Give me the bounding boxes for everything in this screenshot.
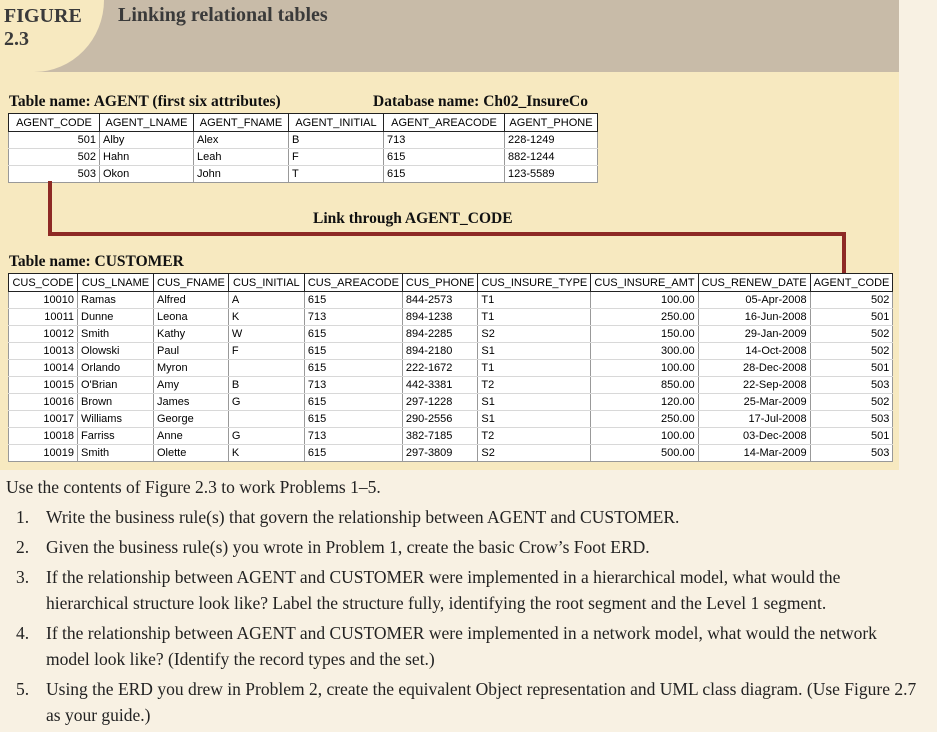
customer-row-cell: 713: [304, 309, 402, 326]
customer-row-cell: 502: [810, 326, 893, 343]
customer-row-cell: B: [228, 377, 304, 394]
customer-row: [9, 360, 893, 377]
customer-table-caption: Table name: CUSTOMER: [9, 253, 184, 270]
agent-row-cell: T: [289, 166, 384, 183]
customer-row-cell: S1: [478, 343, 591, 360]
customer-col-header: CUS_LNAME: [78, 274, 154, 292]
figure-header: [0, 0, 899, 72]
customer-row-cell: S1: [478, 394, 591, 411]
customer-row-cell: T1: [478, 309, 591, 326]
customer-row-cell: 503: [810, 377, 893, 394]
customer-row-cell: 615: [304, 326, 402, 343]
agent-row-cell: 882-1244: [505, 149, 598, 166]
agent-row-cell: 123-5589: [505, 166, 598, 183]
agent-row-cell: 502: [9, 149, 100, 166]
customer-row-cell: S1: [478, 411, 591, 428]
customer-row: [9, 343, 893, 360]
customer-row-cell: 615: [304, 360, 402, 377]
agent-col-header: AGENT_CODE: [9, 114, 100, 132]
customer-row-cell: Brown: [78, 394, 154, 411]
customer-row-cell: 22-Sep-2008: [698, 377, 810, 394]
customer-row-cell: 502: [810, 343, 893, 360]
customer-row-cell: Smith: [78, 326, 154, 343]
problem-number: 5.: [16, 679, 30, 699]
customer-row-cell: Alfred: [154, 292, 229, 309]
customer-row-cell: 503: [810, 445, 893, 462]
customer-row-cell: [228, 360, 304, 377]
customer-table: [8, 273, 893, 462]
customer-row-cell: 297-1228: [402, 394, 477, 411]
agent-row-cell: 503: [9, 166, 100, 183]
customer-row-cell: T1: [478, 360, 591, 377]
customer-row-cell: K: [228, 445, 304, 462]
customer-row-cell: F: [228, 343, 304, 360]
customer-row-cell: Leona: [154, 309, 229, 326]
customer-row-cell: 10014: [9, 360, 78, 377]
agent-row-cell: Okon: [100, 166, 194, 183]
figure-number: 2.3: [4, 28, 29, 50]
customer-row-cell: Smith: [78, 445, 154, 462]
customer-row-cell: T2: [478, 377, 591, 394]
customer-row-cell: 10018: [9, 428, 78, 445]
problem-item: [16, 534, 921, 560]
customer-row-cell: Orlando: [78, 360, 154, 377]
agent-col-header: AGENT_AREACODE: [384, 114, 505, 132]
customer-row-cell: T1: [478, 292, 591, 309]
customer-row-cell: 844-2573: [402, 292, 477, 309]
figure-label-word: FIGURE: [4, 5, 82, 27]
agent-row-cell: Leah: [194, 149, 289, 166]
customer-row-cell: T2: [478, 428, 591, 445]
customer-row-cell: 14-Oct-2008: [698, 343, 810, 360]
customer-row-cell: 10017: [9, 411, 78, 428]
customer-row: [9, 326, 893, 343]
link-line-right: [842, 232, 846, 273]
customer-row-cell: 100.00: [591, 428, 698, 445]
agent-row-cell: 228-1249: [505, 132, 598, 149]
customer-row-cell: Farriss: [78, 428, 154, 445]
customer-row: [9, 292, 893, 309]
customer-row-cell: 442-3381: [402, 377, 477, 394]
customer-row-cell: 10011: [9, 309, 78, 326]
customer-row-cell: W: [228, 326, 304, 343]
customer-col-header: CUS_AREACODE: [304, 274, 402, 292]
link-line-horizontal: [48, 232, 846, 236]
customer-row-cell: 05-Apr-2008: [698, 292, 810, 309]
customer-col-header: CUS_PHONE: [402, 274, 477, 292]
customer-row-cell: 14-Mar-2009: [698, 445, 810, 462]
problem-item: [16, 564, 921, 616]
agent-col-header: AGENT_FNAME: [194, 114, 289, 132]
customer-row-cell: 03-Dec-2008: [698, 428, 810, 445]
customer-row-cell: 17-Jul-2008: [698, 411, 810, 428]
customer-row: [9, 411, 893, 428]
customer-row-cell: G: [228, 428, 304, 445]
agent-table-caption: Table name: AGENT (first six attributes): [9, 93, 281, 110]
customer-row-cell: 501: [810, 428, 893, 445]
customer-row: [9, 445, 893, 462]
customer-row-cell: 29-Jan-2009: [698, 326, 810, 343]
customer-row-cell: G: [228, 394, 304, 411]
problem-text: Using the ERD you drew in Problem 2, create the equivalent Object representation and UML class diagram. (Use Figure 2.7 as your guide.): [46, 679, 917, 725]
agent-col-header: AGENT_PHONE: [505, 114, 598, 132]
customer-row-cell: 615: [304, 394, 402, 411]
customer-row-cell: 300.00: [591, 343, 698, 360]
database-caption: Database name: Ch02_InsureCo: [373, 93, 589, 110]
problem-number: 1.: [16, 507, 30, 527]
customer-row-cell: Paul: [154, 343, 229, 360]
problem-text: If the relationship between AGENT and CUSTOMER were implemented in a hierarchical model, what would the hierarchical structure look like? Label the structure fully, identifying the root segment and the Level 1 segment.: [46, 567, 841, 613]
customer-row-cell: 615: [304, 445, 402, 462]
customer-row-cell: 10013: [9, 343, 78, 360]
customer-row-cell: 502: [810, 292, 893, 309]
agent-row-cell: 713: [384, 132, 505, 149]
figure-panel: [0, 72, 899, 470]
customer-row: [9, 394, 893, 411]
customer-col-header: CUS_INSURE_TYPE: [478, 274, 591, 292]
customer-row-cell: Williams: [78, 411, 154, 428]
customer-row-cell: O'Brian: [78, 377, 154, 394]
agent-row-cell: F: [289, 149, 384, 166]
figure-tab: [0, 0, 104, 72]
customer-row-cell: S2: [478, 326, 591, 343]
customer-row-cell: 290-2556: [402, 411, 477, 428]
customer-row-cell: K: [228, 309, 304, 326]
customer-row-cell: 615: [304, 411, 402, 428]
problem-text: Given the business rule(s) you wrote in Problem 1, create the basic Crow’s Foot ERD.: [46, 537, 650, 557]
customer-row-cell: 10019: [9, 445, 78, 462]
agent-row-cell: Alby: [100, 132, 194, 149]
customer-row: [9, 309, 893, 326]
customer-row-cell: 501: [810, 360, 893, 377]
customer-row-cell: S2: [478, 445, 591, 462]
customer-row-cell: Olette: [154, 445, 229, 462]
agent-row-cell: Hahn: [100, 149, 194, 166]
customer-row-cell: 120.00: [591, 394, 698, 411]
problems-section: [0, 470, 937, 732]
link-label: Link through AGENT_CODE: [313, 210, 513, 227]
customer-row-cell: George: [154, 411, 229, 428]
customer-row-cell: Amy: [154, 377, 229, 394]
customer-row-cell: 222-1672: [402, 360, 477, 377]
customer-row-cell: 28-Dec-2008: [698, 360, 810, 377]
agent-row: [9, 166, 598, 183]
link-line-left: [48, 181, 52, 235]
customer-col-header: CUS_FNAME: [154, 274, 229, 292]
customer-row-cell: 250.00: [591, 411, 698, 428]
customer-col-header: CUS_INSURE_AMT: [591, 274, 698, 292]
agent-row: [9, 132, 598, 149]
customer-row-cell: 297-3809: [402, 445, 477, 462]
customer-row-cell: Kathy: [154, 326, 229, 343]
customer-row-cell: 10016: [9, 394, 78, 411]
customer-row-cell: Anne: [154, 428, 229, 445]
customer-row-cell: 10012: [9, 326, 78, 343]
customer-row-cell: 502: [810, 394, 893, 411]
problem-item: [16, 676, 921, 728]
problem-item: [16, 620, 921, 672]
customer-col-header: CUS_CODE: [9, 274, 78, 292]
customer-row-cell: Dunne: [78, 309, 154, 326]
agent-col-header: AGENT_INITIAL: [289, 114, 384, 132]
figure-label: [4, 5, 82, 51]
problems-intro: Use the contents of Figure 2.3 to work Problems 1–5.: [6, 477, 381, 497]
customer-row-cell: 150.00: [591, 326, 698, 343]
customer-row-cell: 100.00: [591, 292, 698, 309]
customer-col-header: CUS_RENEW_DATE: [698, 274, 810, 292]
customer-row-cell: Myron: [154, 360, 229, 377]
agent-row-cell: 615: [384, 166, 505, 183]
agent-row-cell: B: [289, 132, 384, 149]
customer-row-cell: [228, 411, 304, 428]
problem-number: 2.: [16, 537, 30, 557]
figure-title: Linking relational tables: [118, 4, 328, 26]
customer-row-cell: 894-1238: [402, 309, 477, 326]
customer-row-cell: 713: [304, 377, 402, 394]
customer-row-cell: A: [228, 292, 304, 309]
customer-row-cell: 10015: [9, 377, 78, 394]
customer-row-cell: 894-2180: [402, 343, 477, 360]
agent-row: [9, 149, 598, 166]
customer-row-cell: James: [154, 394, 229, 411]
customer-row-cell: 16-Jun-2008: [698, 309, 810, 326]
agent-table: [8, 113, 598, 183]
agent-col-header: AGENT_LNAME: [100, 114, 194, 132]
customer-row: [9, 428, 893, 445]
problem-item: [16, 504, 921, 530]
customer-row-cell: 382-7185: [402, 428, 477, 445]
problem-number: 3.: [16, 567, 30, 587]
problem-text: If the relationship between AGENT and CUSTOMER were implemented in a network model, what would the network model look like? (Identify the record types and the set.): [46, 623, 877, 669]
customer-row-cell: 615: [304, 343, 402, 360]
customer-row-cell: 615: [304, 292, 402, 309]
customer-row-cell: 25-Mar-2009: [698, 394, 810, 411]
customer-row: [9, 377, 893, 394]
customer-row-cell: 501: [810, 309, 893, 326]
problem-number: 4.: [16, 623, 30, 643]
problem-text: Write the business rule(s) that govern the relationship between AGENT and CUSTOMER.: [46, 507, 680, 527]
customer-row-cell: 10010: [9, 292, 78, 309]
customer-row-cell: 500.00: [591, 445, 698, 462]
agent-row-cell: 615: [384, 149, 505, 166]
customer-row-cell: 894-2285: [402, 326, 477, 343]
customer-row-cell: Olowski: [78, 343, 154, 360]
customer-col-header: CUS_INITIAL: [228, 274, 304, 292]
customer-row-cell: 100.00: [591, 360, 698, 377]
agent-row-cell: 501: [9, 132, 100, 149]
customer-row-cell: Ramas: [78, 292, 154, 309]
customer-col-header: AGENT_CODE: [810, 274, 893, 292]
agent-row-cell: Alex: [194, 132, 289, 149]
customer-row-cell: 850.00: [591, 377, 698, 394]
customer-row-cell: 250.00: [591, 309, 698, 326]
customer-row-cell: 713: [304, 428, 402, 445]
agent-row-cell: John: [194, 166, 289, 183]
customer-row-cell: 503: [810, 411, 893, 428]
